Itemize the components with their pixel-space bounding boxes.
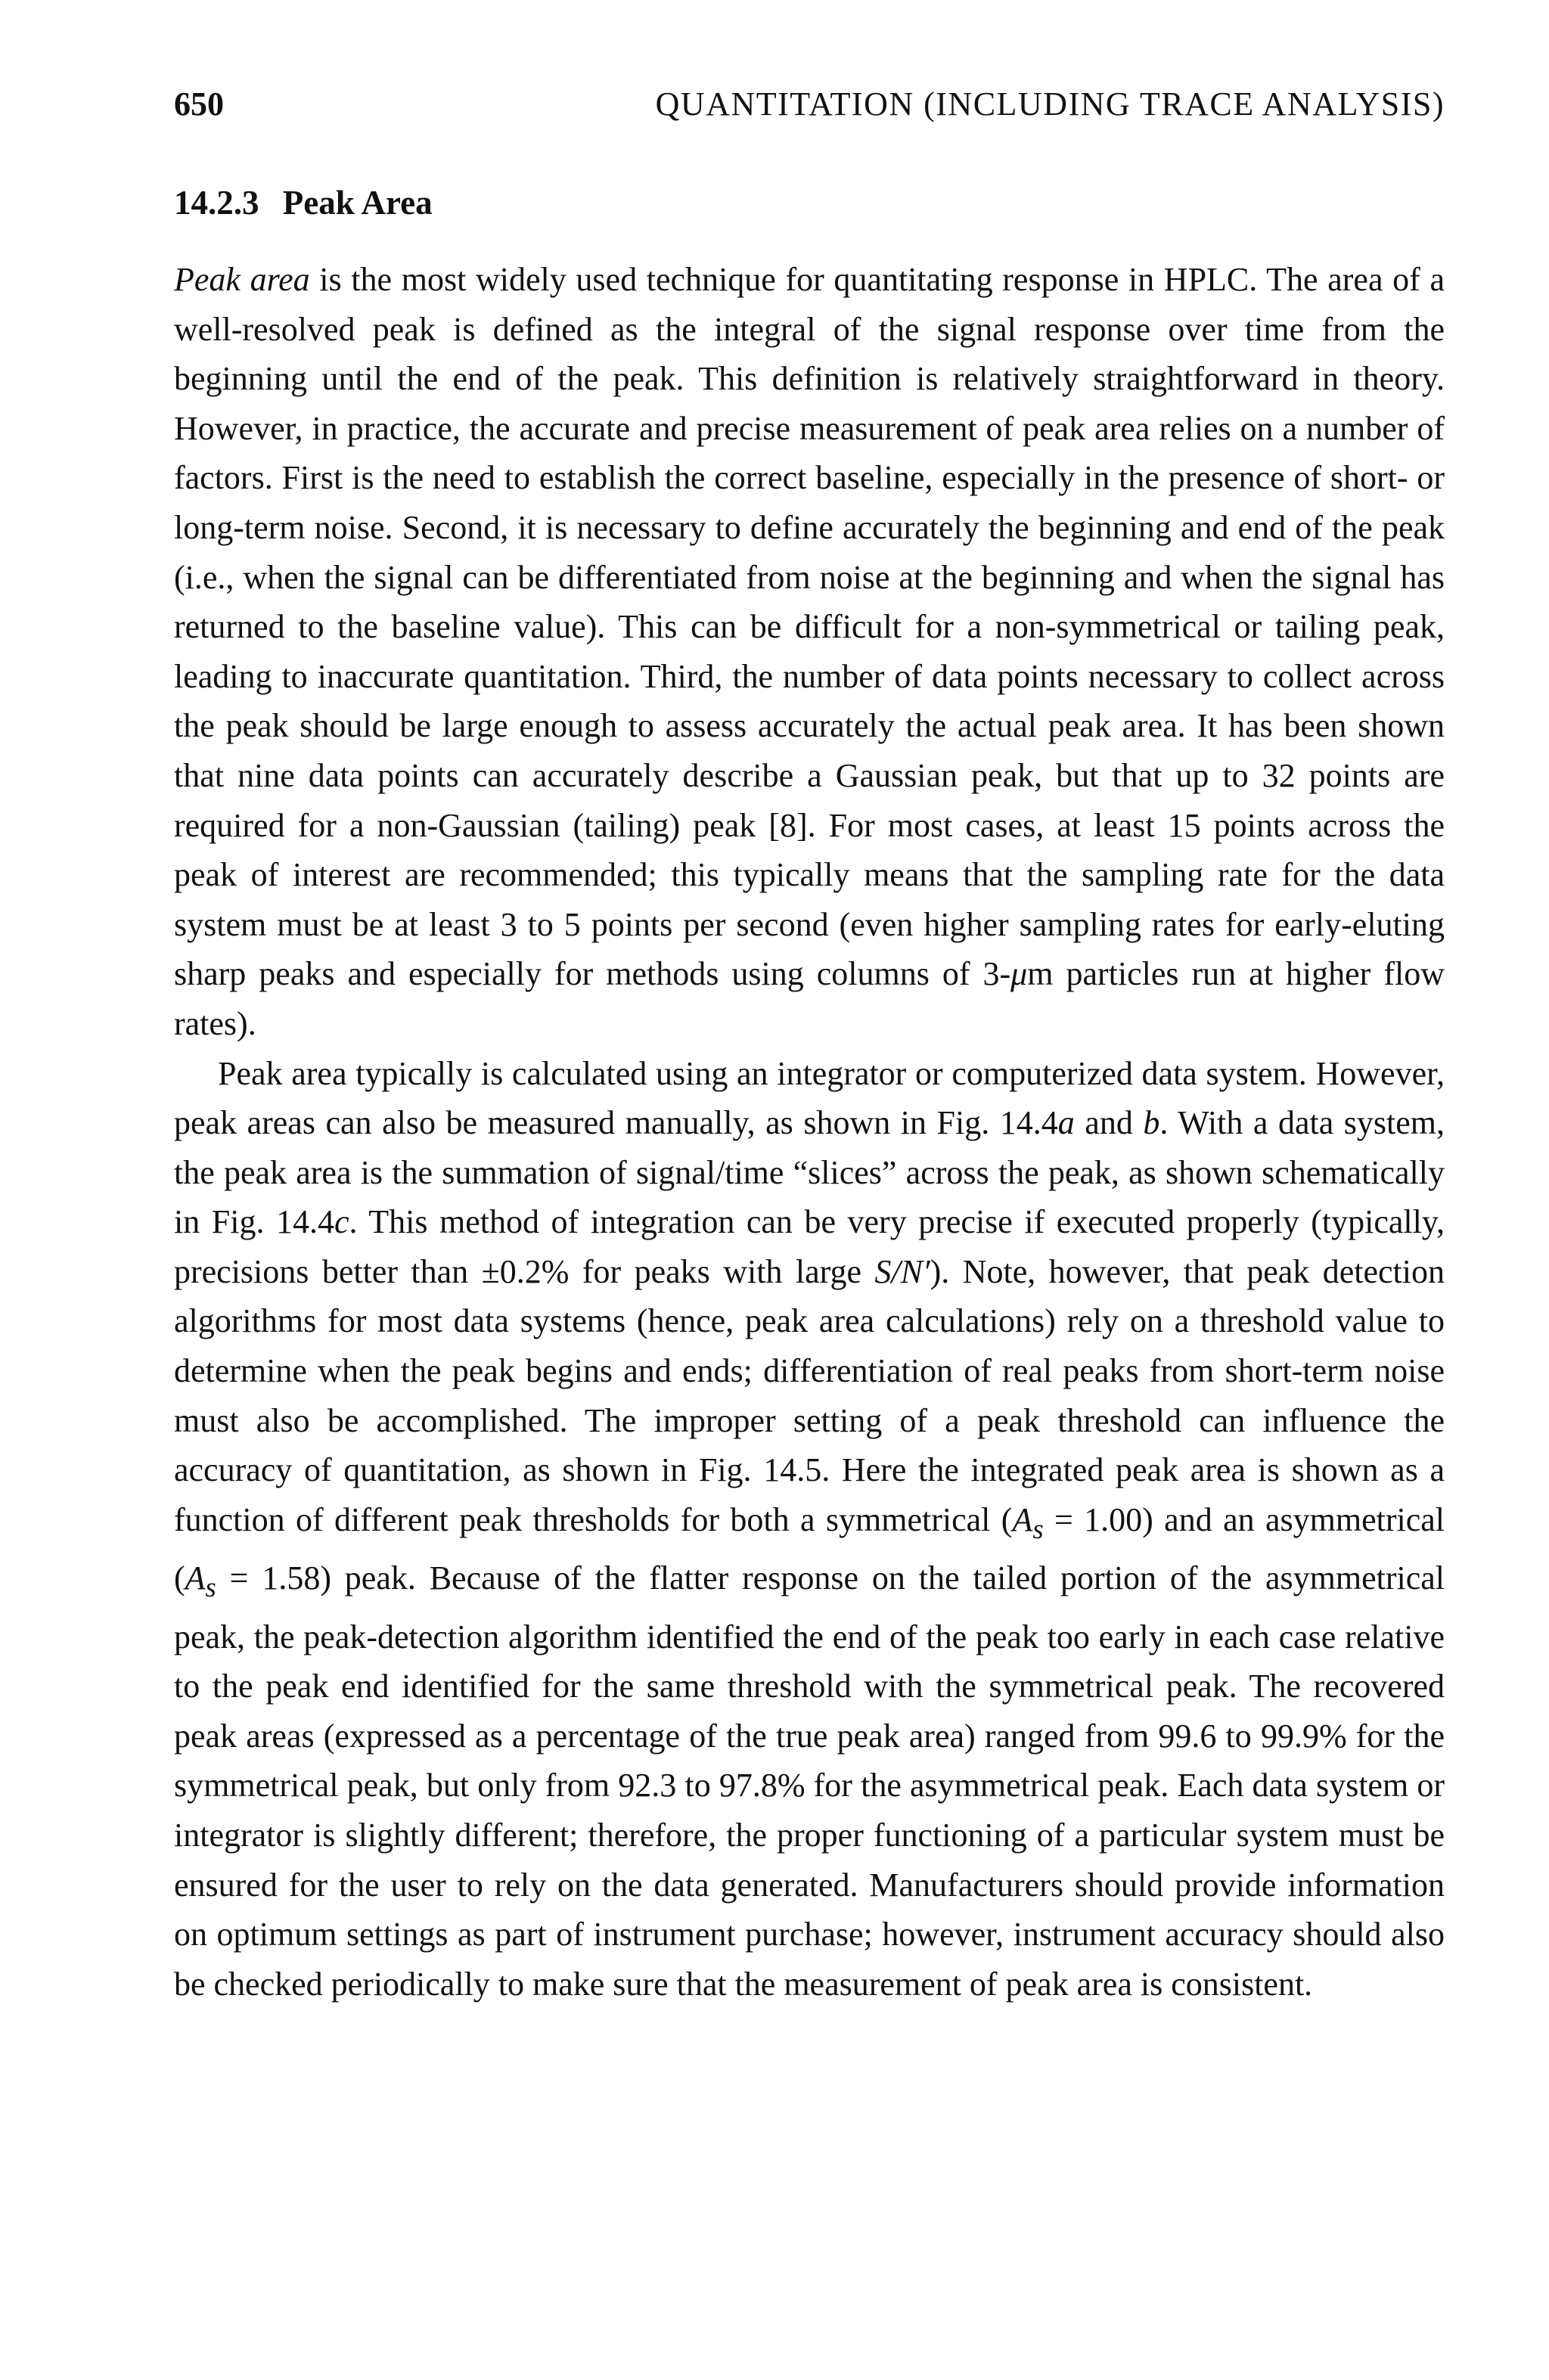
page-number: 650 bbox=[174, 85, 224, 123]
paragraph-2-text-a: Peak area typically is calculated using an integrator or computerized data system. However, peak areas can also be measured manually, as shown in Fig. 14.4 bbox=[174, 1054, 1445, 1142]
asymmetry-subscript-1: s bbox=[1032, 1513, 1044, 1544]
section-title: Peak Area bbox=[282, 184, 433, 222]
fig-ref-a: a bbox=[1057, 1104, 1075, 1142]
paragraph-2-text-g: = 1.58) peak. Because of the flatter response on the tailed portion of the asymmetrical peak, the peak-detection algorithm identified the end of the peak too early in each case relative to the peak end identified for the same threshold with the symmetrical peak. The recovered peak areas (expressed as a percentage of the true peak area) ranged from 99.6 to 99.9% for the symmetrical peak, but only from 92.3 to 97.8% for the asymmetrical peak. Each data system or integrator is slightly different; therefore, the proper functioning of a particular system must be ensured for the user to rely on the data generated. Manufacturers should provide information on optimum settings as part of instrument purchase; however, instrument accuracy should also be checked periodically to make sure that the measurement of peak area is consistent. bbox=[174, 1559, 1445, 2003]
section-heading bbox=[174, 180, 433, 225]
paragraph-2-text-e: ). Note, however, that peak detection algorithms for most data systems (hence, peak area calculations) rely on a threshold value to determine when the peak begins and ends; differentiation of real peaks from short-term noise must also be accomplished. The improper setting of a peak threshold can influence the accuracy of quantitation, as shown in Fig. 14.5. Here the integrated peak area is shown as a function of different peak thresholds for both a symmetrical ( bbox=[174, 1252, 1445, 1538]
fig-ref-c: c bbox=[334, 1203, 349, 1241]
asymmetry-subscript-2: s bbox=[205, 1572, 216, 1603]
asymmetry-symbol-1: A bbox=[1012, 1500, 1033, 1538]
paragraph-2 bbox=[174, 1049, 1445, 2009]
running-title: QUANTITATION (INCLUDING TRACE ANALYSIS) bbox=[655, 85, 1445, 123]
paragraph-1-end: m particles run at higher flow rates). bbox=[174, 955, 1445, 1042]
body-text bbox=[174, 255, 1445, 2009]
paragraph-1 bbox=[174, 255, 1445, 1049]
asymmetry-symbol-2: A bbox=[185, 1559, 206, 1597]
running-head bbox=[174, 82, 1445, 127]
mu-symbol: μ bbox=[1010, 955, 1028, 993]
paragraph-2-text-b: and bbox=[1074, 1104, 1144, 1142]
paragraph-2-text-d: . This method of integration can be very precise if executed properly (typically, precisions better than ±0.2% for peaks with large bbox=[174, 1203, 1445, 1290]
section-number: 14.2.3 bbox=[174, 184, 259, 222]
paragraph-1-text: is the most widely used technique for quantitating response in HPLC. The area of a well-resolved peak is defined as the integral of the signal response over time from the beginning until the end of the peak. This definition is relatively straightforward in theory. However, in practice, the accurate and precise measurement of peak area relies on a number of factors. First is the need to establish the correct baseline, especially in the presence of short- or long-term noise. Second, it is necessary to define accurately the beginning and end of the peak (i.e., when the signal can be differentiated from noise at the beginning and when the signal has returned to the baseline value). This can be difficult for a non-symmetrical or tailing peak, leading to inaccurate quantitation. Third, the number of data points necessary to collect across the peak should be large enough to assess accurately the actual peak area. It has been shown that nine data points can accurately describe a Gaussian peak, but that up to 32 points are required for a non-Gaussian (tailing) peak [8]. For most cases, at least 15 points across the peak of interest are recommended; this typically means that the sampling rate for the data system must be at least 3 to 5 points per second (even higher sampling rates for early-eluting sharp peaks and especially for methods using columns of 3- bbox=[174, 261, 1445, 993]
paragraph-2-text-f: = 1.00) and an asymmetrical ( bbox=[174, 1500, 1445, 1597]
fig-ref-b: b bbox=[1143, 1104, 1160, 1142]
paragraph-2-text-c: . With a data system, the peak area is the summation of signal/time “slices” across the peak, as shown schematically in Fig. 14.4 bbox=[174, 1104, 1445, 1241]
signal-to-noise: S/N′ bbox=[874, 1252, 930, 1290]
term-peak-area: Peak area bbox=[174, 261, 310, 298]
